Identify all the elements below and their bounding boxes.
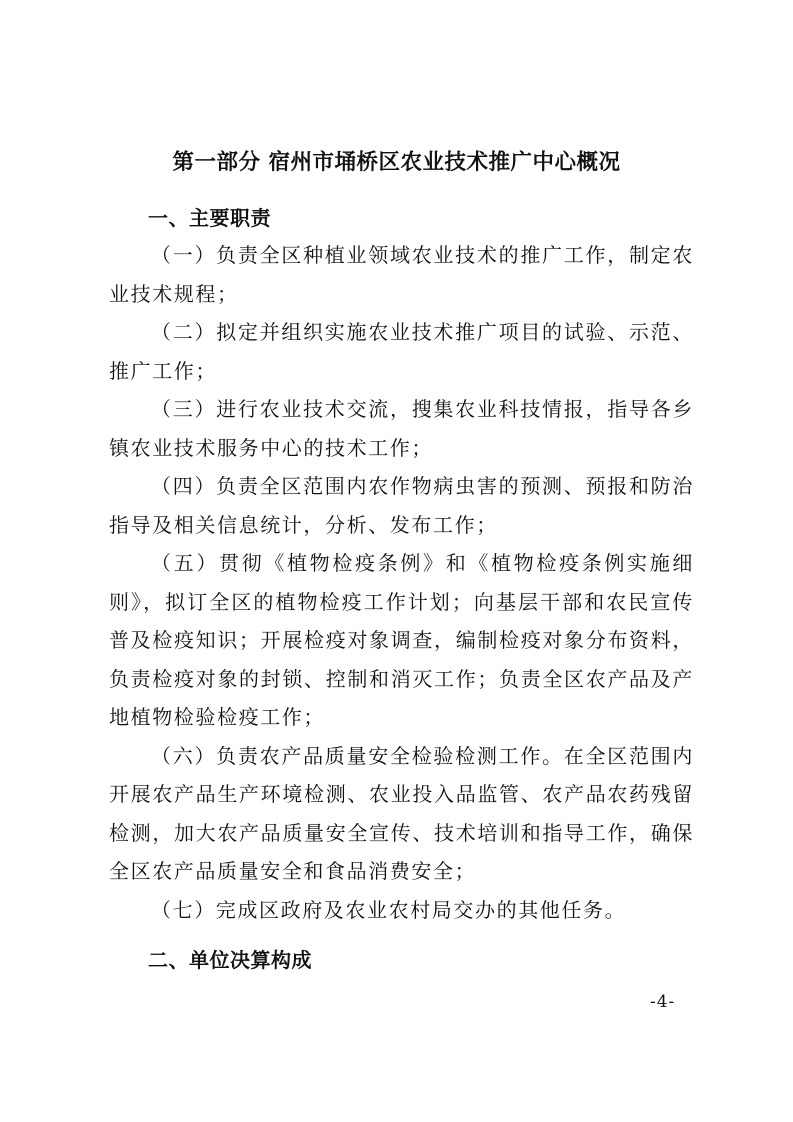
responsibilities-list bbox=[109, 236, 694, 929]
paragraph-5: （五）贯彻《植物检疫条例》和《植物检疫条例实施细则》，拟订全区的植物检疫工作计划；向基层干部和农民宣传普及检疫知识；开展检疫对象调查，编制检疫对象分布资料，负责检疫对象的封锁、控制和消灭工作；负责全区农产品及产地植物检验检疫工作； bbox=[109, 551, 694, 729]
page-title: 第一部分 宿州市埇桥区农业技术推广中心概况 bbox=[172, 150, 621, 175]
section-heading-budget-composition: 二、单位决算构成 bbox=[148, 948, 312, 972]
paragraph-4: （四）负责全区范围内农作物病虫害的预测、预报和防治指导及相关信息统计，分析、发布工作； bbox=[109, 474, 694, 537]
paragraph-1: （一）负责全区种植业领域农业技术的推广工作，制定农业技术规程； bbox=[109, 243, 694, 306]
paragraph-6: （六）负责农产品质量安全检验检测工作。在全区范围内开展农产品生产环境检测、农业投入品监管、农产品农药残留检测，加大农产品质量安全宣传、技术培训和指导工作，确保全区农产品质量安全和食品消费安全； bbox=[109, 743, 694, 883]
paragraph-2: （二）拟定并组织实施农业技术推广项目的试验、示范、推广工作； bbox=[109, 320, 694, 383]
paragraph-3: （三）进行农业技术交流，搜集农业科技情报，指导各乡镇农业技术服务中心的技术工作； bbox=[109, 397, 694, 460]
page-number: -4- bbox=[650, 992, 676, 1012]
paragraph-7: （七）完成区政府及农业农村局交办的其他任务。 bbox=[151, 897, 627, 922]
section-heading-responsibilities: 一、主要职责 bbox=[148, 206, 271, 230]
